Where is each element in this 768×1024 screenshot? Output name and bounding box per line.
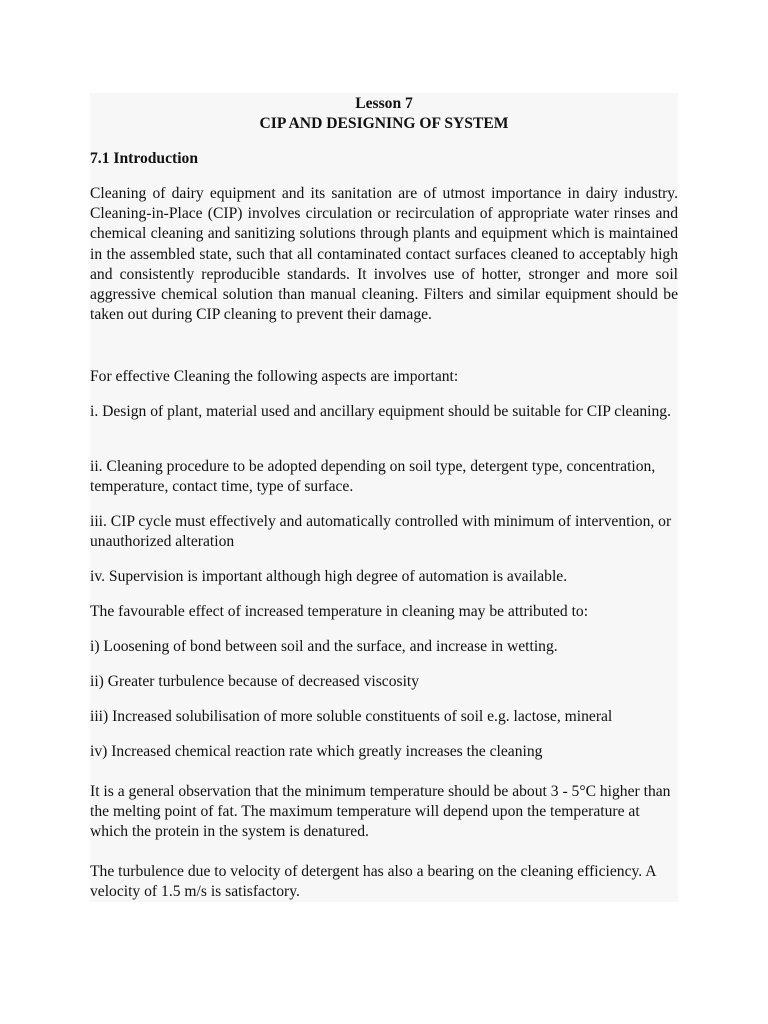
aspect-item: ii. Cleaning procedure to be adopted depending on soil type, detergent type, concentration, temperature, contact time, type of surface. [90,458,656,496]
intro-paragraph: Cleaning of dairy equipment and its sanitation are of utmost importance in dairy industry. Cleaning-in-Place (CIP) involves circulation or recirculation of appropriate water rinses and chemical cleaning and sanitizing solutions through plants and equipment which is maintained in the assembled state, such that all contaminated contact surfaces cleaned to acceptably high and consistently reproducible standards. It involves use of hotter, stronger and more soil aggressive chemical solution than manual cleaning. Filters and similar equipment should be taken out during CIP cleaning to prevent their damage. [90,185,678,324]
section-heading: 7.1 Introduction [90,150,199,167]
temperature-effect-item: iii) Increased solubilisation of more soluble constituents of soil e.g. lactose, mineral [90,708,613,725]
temperature-note: It is a general observation that the minimum temperature should be about 3 - 5°C higher than the melting point of fat. The maximum temperature will depend upon the temperature at which the protein in the system is denatured. [90,783,671,841]
temperature-effect-item: iv) Increased chemical reaction rate which greatly increases the cleaning [90,743,543,760]
temperature-effect-item: i) Loosening of bond between soil and the surface, and increase in wetting. [90,638,558,655]
aspects-intro: For effective Cleaning the following aspects are important: [90,368,459,385]
temperature-intro: The favourable effect of increased temperature in cleaning may be attributed to: [90,603,589,620]
aspect-item: iii. CIP cycle must effectively and automatically controlled with minimum of intervention, or unauthorized alteration [90,513,672,551]
temperature-effect-item: ii) Greater turbulence because of decreased viscosity [90,673,420,690]
velocity-note: The turbulence due to velocity of detergent has also a bearing on the cleaning efficiency. A velocity of 1.5 m/s is satisfactory. [90,863,656,901]
aspect-item: iv. Supervision is important although high degree of automation is available. [90,568,568,585]
document-content [90,93,678,902]
lesson-number: Lesson 7 [355,95,413,112]
aspect-item: i. Design of plant, material used and ancillary equipment should be suitable for CIP cleaning. [90,403,672,420]
lesson-title: CIP AND DESIGNING OF SYSTEM [259,115,509,132]
